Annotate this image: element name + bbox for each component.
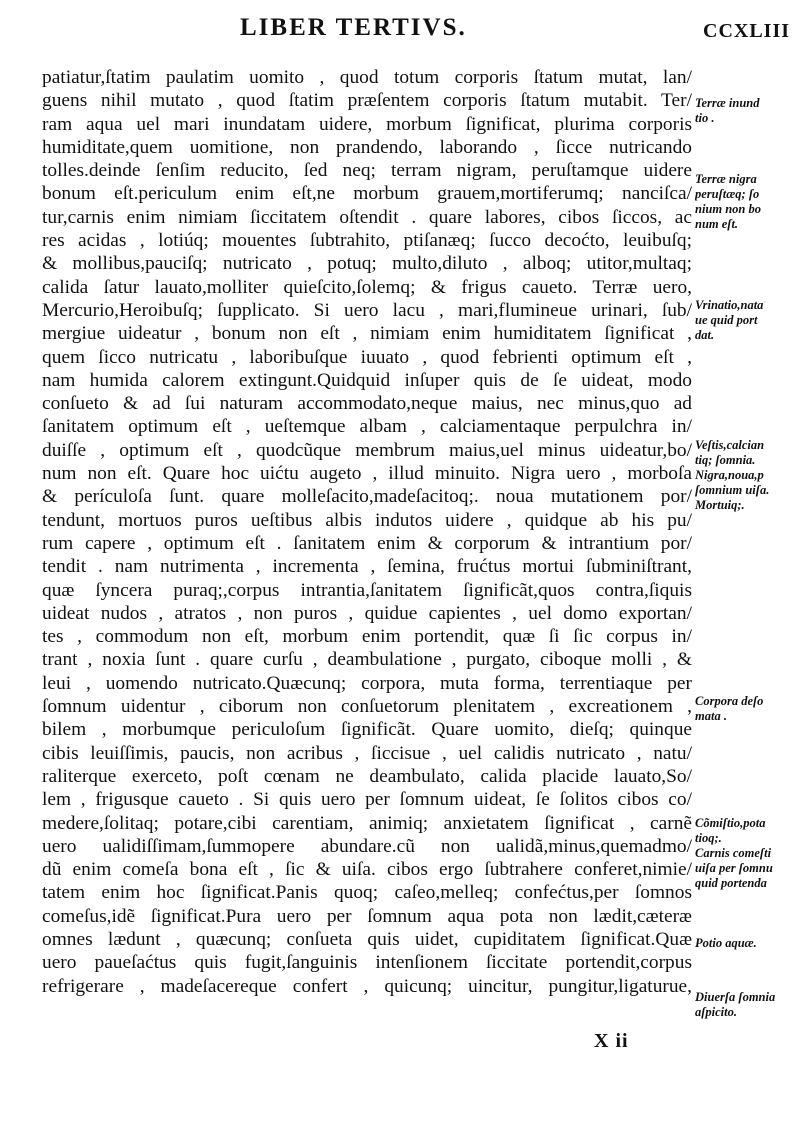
text-line: dũ enim comeſa bona eſt , ſic & uiſa. cibos ergo ſubtrahere conferet,nimie/	[42, 859, 692, 881]
text-line: Mercurio,Heroibuſq; ſupplicato. Si uero lacu , mari,flumineue urinari, ſub/	[42, 299, 692, 321]
margin-note-line: aſpicito.	[695, 1005, 738, 1019]
text-line: quæ ſyncera puraq;,corpus intrantia,ſanitatem ſignificãt,quos contra,ſiquis	[42, 579, 692, 601]
text-line: & mollibus,pauciſq; nutricato , potuq; multo,diluto , alboq; utitor,multaq;	[42, 253, 692, 275]
text-line: tur,carnis enim nimiam ſiccitatem oſtendit . quare labores, cibos ſiccos, ac	[42, 206, 692, 228]
margin-note	[695, 816, 798, 891]
running-title: LIBER TERTIVS.	[240, 14, 467, 41]
body-text	[42, 66, 692, 998]
text-line: num non eſt. Quare hoc uićtu augeto , illud minuito. Nigra uero , morboſa	[42, 463, 692, 485]
margin-note-line: quid portenda	[695, 876, 767, 890]
margin-note-line: Carnis comeſti	[695, 846, 772, 860]
text-line: humiditate,quem uomitione, non prandendo, laborando , ſicce nutricando	[42, 136, 692, 158]
text-line: trant , noxia ſunt . quare curſu , deambulatione , purgato, ciboque molli , &	[42, 649, 692, 671]
margin-note-line: mata .	[695, 709, 727, 723]
margin-note-line: dat.	[695, 328, 715, 342]
text-line: ſomnum uidentur , ciborum non conſuetorum plenitatem , excreationem ,	[42, 696, 692, 718]
margin-note-line: tioq;.	[695, 831, 722, 845]
margin-note-line: Veſtis,calcian	[695, 438, 765, 452]
margin-note	[695, 96, 798, 126]
text-line: mergiue uideatur , bonum non eſt , nimiam enim humiditatem ſignificat ,	[42, 323, 692, 345]
text-line: medere,ſolitaq; potare,cibi carentiam, animiq; anxietatem ſignificat , carnẽ	[42, 812, 692, 834]
text-line: omnes lædunt , quæcunq; conſueta quis uidet, cupiditatem ſignificat.Quæ	[42, 928, 692, 950]
signature-mark: X ii	[594, 1030, 629, 1052]
text-line: uero paueſaćtus quis fugit,ſanguinis intenſionem ſiccitate portendit,corpus	[42, 952, 692, 974]
text-line: refrigerare , madeſacereque confert , quicunq; uincitur, pungitur,ligaturue,	[42, 975, 692, 997]
margin-note-line: Terræ inund	[695, 96, 760, 110]
margin-note-line: ue quid port	[695, 313, 758, 327]
margin-notes	[695, 0, 800, 1130]
margin-note	[695, 298, 798, 343]
margin-note-line: Diuerſa ſomnia	[695, 990, 776, 1004]
text-line: comeſus,idẽ ſignificat.Pura uero per ſomnum aqua pota non lædit,cæteræ	[42, 905, 692, 927]
margin-note	[695, 172, 798, 232]
text-line: patiatur,ſtatim paulatim uomito , quod totum corporis ſtatum mutat, lan/	[42, 67, 692, 88]
margin-note-line: Nigra,noua,p	[695, 468, 764, 482]
text-line: calida ſatur lauato,molliter quieſcito,ſolemq; & frigus caueto. Terræ uero,	[42, 276, 692, 298]
text-line: res acidas , lotiúq; mouentes ſubtrahito, ptiſanæq; ſucco decoćto, leuibuſq;	[42, 230, 692, 252]
text-line: duiſſe , optimum eſt , quodcũque membrum maius,uel minus uideatur,bo/	[42, 439, 692, 461]
margin-note-line: tiq; ſomnia.	[695, 453, 756, 467]
text-line: tolles.deinde ſenſim reducito, ſed neq; terram nigram, peruſtamque uidere	[42, 160, 692, 182]
text-line: bonum eſt.periculum enim eſt,ne morbum grauem,mortiferumq; nanciſca/	[42, 183, 692, 205]
text-line: raliterque exerceto, poſt cœnam ne deambulato, calida placide lauato,So/	[42, 765, 692, 787]
margin-note-line: tio .	[695, 111, 715, 125]
margin-note-line: Mortuiq;.	[695, 498, 745, 512]
margin-note-line: ſomnium uiſa.	[695, 483, 770, 497]
text-line: uero ualidiſſimam,ſummopere abundare.cũ non ualidã,minus,quemadmo/	[42, 835, 692, 857]
text-line: cibis leuiſſimis, paucis, non acribus , ſiccisue , uel calidis nutricato , natu/	[42, 742, 692, 764]
margin-note-line: Cõmiſtio,pota	[695, 816, 766, 830]
text-line: conſueto & ad ſui naturam accommodato,neque maius, nec minus,quo ad	[42, 393, 692, 415]
text-line: leui , uomendo nutricato.Quæcunq; corpora, muta forma, terrentiaque per	[42, 672, 692, 694]
text-line: nam humida calorem extingunt.Quidquid inſuper quis de ſe uideat, modo	[42, 369, 692, 391]
margin-note-line: num eſt.	[695, 217, 739, 231]
margin-note-line: Terræ nigra	[695, 172, 757, 186]
margin-note-line: peruſtæq; ſo	[695, 187, 760, 201]
margin-note-line: Potio aquæ.	[695, 936, 757, 950]
margin-note-line: Corpora deſo	[695, 694, 764, 708]
text-line: tendunt, mortuos puros ueſtibus albis indutos uidere , quidque ab his pu/	[42, 509, 692, 531]
text-line: quem ſicco nutricatu , laboribuſque iuuato , quod febrienti optimum eſt ,	[42, 346, 692, 368]
text-line: tendit . nam nutrimenta , incrementa , ſemina, frućtus mortui ſubminiſtrant,	[42, 556, 692, 578]
text-line: bilem , morbumque periculoſum ſignificãt. Quare uomito, dieſq; quinque	[42, 719, 692, 741]
text-line: guens nihil mutato , quod ſtatim præſentem corporis ſtatum mutabit. Ter/	[42, 90, 692, 112]
text-line: rum capere , optimum eſt . ſanitatem enim & corporum & intrantium por/	[42, 532, 692, 554]
text-line: tes , commodum non eſt, morbum enim portendit, quæ ſi ſic corpus in/	[42, 626, 692, 648]
margin-note	[695, 936, 798, 951]
margin-note	[695, 694, 798, 724]
margin-note-line: nium non bo	[695, 202, 762, 216]
margin-note	[695, 438, 798, 513]
text-line: ram aqua uel mari inundatam uidere, morbum ſignificat, plurima corporis	[42, 113, 692, 135]
text-line: tatem enim hoc ſignificat.Panis quoq; caſeo,melleq; confećtus,per ſomnos	[42, 882, 692, 904]
margin-note-line: Vrinatio,nata	[695, 298, 764, 312]
folio-number: CCXLIII	[703, 20, 791, 42]
text-line: ſanitatem optimum eſt , ueſtemque albam , calciamentaque perpulchra in/	[42, 416, 692, 438]
text-line: lem , frigusque caueto . Si quis uero per ſomnum uideat, ſe ſolitos cibos co/	[42, 789, 692, 811]
margin-note	[695, 990, 798, 1020]
text-line: & perículoſa ſunt. quare molleſacito,madeſacitoq;. noua mutationem por/	[42, 486, 692, 508]
margin-note-line: uiſa per ſomnu	[695, 861, 773, 875]
text-line: uideat nudos , atratos , non puros , quidue capientes , uel domo exportan/	[42, 602, 692, 624]
